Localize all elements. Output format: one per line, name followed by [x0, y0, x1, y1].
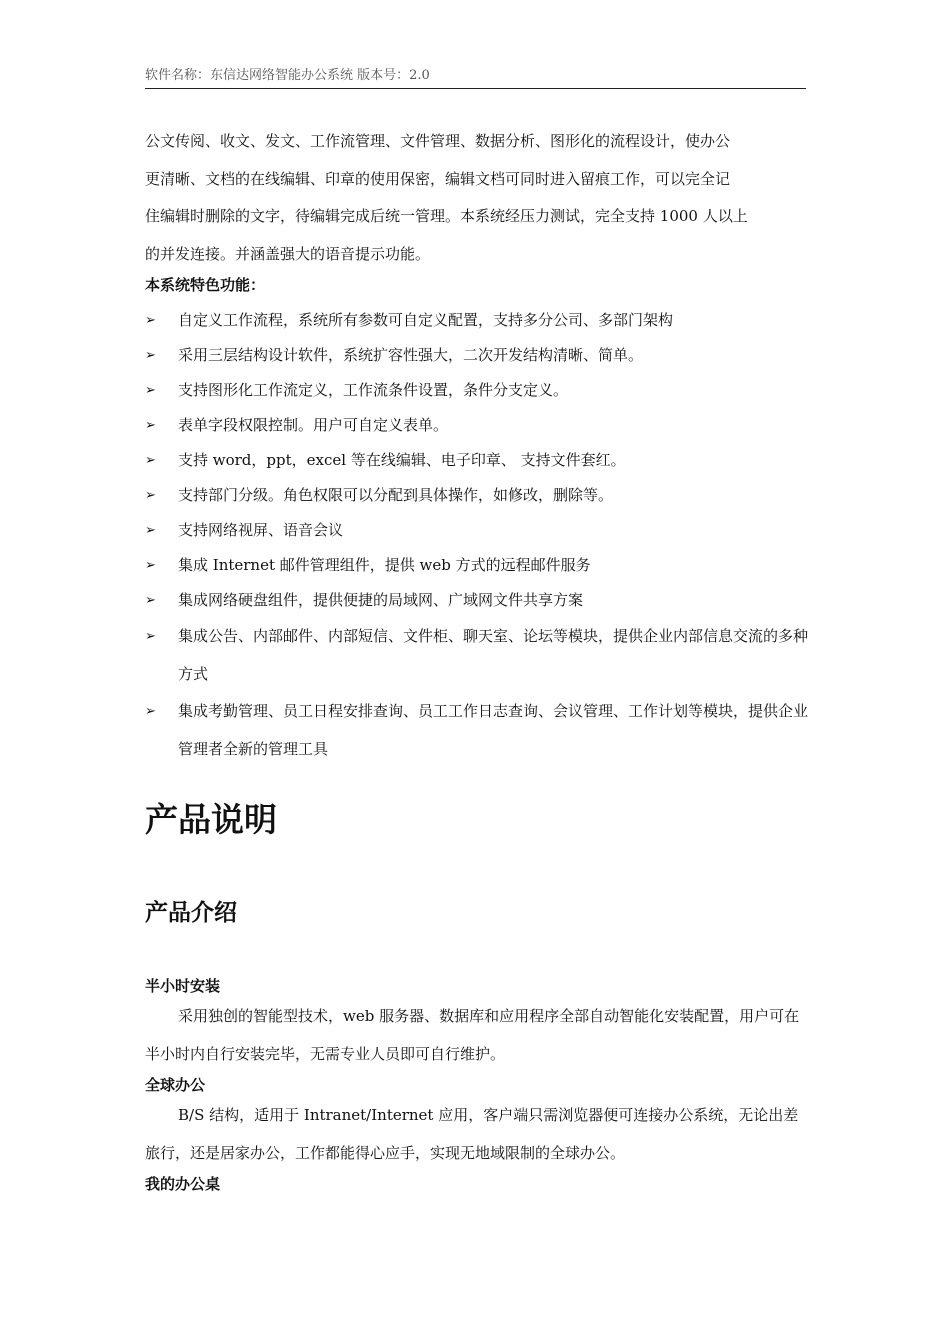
product-title: 产品说明: [145, 800, 277, 839]
feature-item: [145, 408, 813, 443]
feature-text: 集成 Internet 邮件管理组件，提供 web 方式的远程邮件服务: [178, 556, 591, 574]
arrow-bullet-icon: ➢: [145, 418, 156, 433]
arrow-bullet-icon: ➢: [145, 348, 156, 363]
intro-line: 住编辑时删除的文字，待编辑完成后统一管理。本系统经压力测试，完全支持 1000 人以上: [145, 207, 748, 225]
section-title: 全球办公: [145, 1076, 206, 1094]
header-text: 软件名称：东信达网络智能办公系统 版本号：2.0: [145, 68, 430, 83]
feature-item: [145, 478, 813, 513]
section-title: 我的办公桌: [145, 1175, 221, 1193]
intro-line: 的并发连接。并涵盖强大的语音提示功能。: [145, 244, 431, 263]
product-sections: [145, 974, 813, 1196]
feature-text: 支持图形化工作流定义，工作流条件设置，条件分支定义。: [178, 381, 569, 399]
features-list: [145, 303, 813, 768]
arrow-bullet-icon: ➢: [145, 593, 156, 608]
arrow-bullet-icon: ➢: [145, 523, 156, 538]
features-heading: 本系统特色功能：: [145, 276, 266, 294]
page-header: [145, 66, 806, 89]
feature-text: 支持 word，ppt，excel 等在线编辑、电子印章、 支持文件套红。: [178, 451, 626, 469]
arrow-bullet-icon: ➢: [145, 629, 156, 644]
feature-item: [145, 583, 813, 618]
arrow-bullet-icon: ➢: [145, 558, 156, 573]
feature-item: [145, 618, 813, 693]
arrow-bullet-icon: ➢: [145, 453, 156, 468]
feature-item: [145, 513, 813, 548]
section-title: 半小时安装: [145, 977, 221, 995]
main-content: [145, 123, 813, 768]
intro-line: 更清晰、文档的在线编辑、印章的使用保密，编辑文档可同时进入留痕工作，可以完全记: [145, 169, 731, 188]
feature-text: 自定义工作流程，系统所有参数可自定义配置，支持多分公司、多部门架构: [178, 311, 674, 329]
feature-text: 支持网络视屏、语音会议: [178, 521, 344, 539]
product-subtitle: 产品介绍: [145, 900, 237, 926]
feature-item: [145, 443, 813, 478]
feature-item: [145, 373, 813, 408]
feature-text: 表单字段权限控制。用户可自定义表单。: [178, 416, 449, 434]
feature-text: 集成考勤管理、员工日程安排查询、员工工作日志查询、会议管理、工作计划等模块，提供企业管理者全新的管理工具: [178, 702, 809, 758]
arrow-bullet-icon: ➢: [145, 313, 156, 328]
feature-text: 集成公告、内部邮件、内部短信、文件柜、聊天室、论坛等模块，提供企业内部信息交流的多种方式: [178, 627, 809, 683]
feature-item: [145, 693, 813, 768]
feature-item: [145, 548, 813, 583]
section-body: B/S 结构，适用于 Intranet/Internet 应用，客户端只需浏览器便可连接办公系统，无论出差旅行，还是居家办公，工作都能得心应手，实现无地域限制的全球办公。: [145, 1106, 799, 1162]
feature-text: 集成网络硬盘组件，提供便捷的局域网、广域网文件共享方案: [178, 591, 584, 609]
feature-item: [145, 303, 813, 338]
arrow-bullet-icon: ➢: [145, 704, 156, 719]
section-body: 采用独创的智能型技术，web 服务器、数据库和应用程序全部自动智能化安装配置，用户可在半小时内自行安装完毕，无需专业人员即可自行维护。: [145, 1007, 800, 1063]
arrow-bullet-icon: ➢: [145, 383, 156, 398]
intro-line: 公文传阅、收文、发文、工作流管理、文件管理、数据分析、图形化的流程设计，使办公: [145, 132, 731, 150]
feature-text: 支持部门分级。角色权限可以分配到具体操作，如修改，删除等。: [178, 486, 614, 504]
arrow-bullet-icon: ➢: [145, 488, 156, 503]
feature-text: 采用三层结构设计软件，系统扩容性强大，二次开发结构清晰、简单。: [178, 346, 644, 364]
feature-item: [145, 338, 813, 373]
